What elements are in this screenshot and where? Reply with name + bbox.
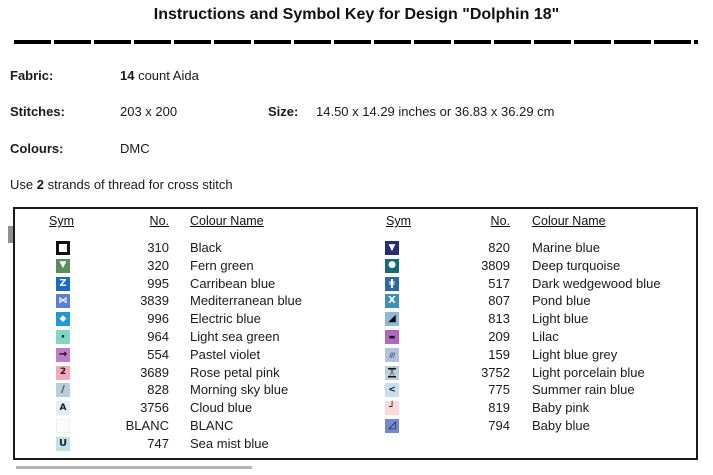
- symbol-swatch-3752: ╳: [385, 366, 399, 380]
- viewer-scroll-tab[interactable]: [8, 226, 13, 243]
- colour-name: Light porcelain blue: [532, 364, 645, 380]
- colour-number: 554: [147, 346, 169, 362]
- symbol-key-table: [13, 207, 698, 460]
- title-divider-line: [14, 40, 698, 44]
- symbol-swatch-820: ▼: [385, 241, 399, 255]
- colours-label: Colours:: [10, 141, 64, 156]
- colour-name: BLANC: [190, 418, 234, 433]
- colour-number: 3689: [140, 364, 169, 380]
- key-row-right-4: [15, 292, 696, 310]
- colour-name: Pond blue: [532, 293, 591, 309]
- colour-number: 209: [488, 329, 510, 344]
- strands-prefix: Use: [10, 177, 37, 192]
- colour-number: 775: [488, 382, 510, 398]
- colour-number: 828: [147, 382, 169, 398]
- symbol-swatch-3839: ⋈: [56, 294, 70, 308]
- colour-number: 3809: [481, 257, 510, 273]
- symbol-swatch-995: Z: [56, 277, 70, 291]
- colour-name: Marine blue: [532, 240, 600, 255]
- symbol-swatch-775: <: [385, 383, 399, 397]
- strands-count: 2: [36, 177, 44, 192]
- colour-name: Dark wedgewood blue: [532, 275, 661, 291]
- symbol-swatch-996: ◆: [56, 312, 70, 326]
- colour-name: Summer rain blue: [532, 382, 635, 398]
- colour-name: Lilac: [532, 329, 559, 344]
- colour-number: 995: [147, 275, 169, 291]
- strands-instruction: [10, 177, 233, 192]
- fabric-material: count Aida: [134, 68, 199, 83]
- symbol-swatch-813: ◢: [385, 312, 399, 326]
- colour-name: Baby blue: [532, 418, 590, 433]
- colour-number: 3839: [140, 293, 169, 309]
- colour-number: 3752: [481, 364, 510, 380]
- strands-rest: strands of thread for cross stitch: [43, 177, 233, 192]
- key-row-right-3: [15, 275, 696, 293]
- header-no-right: No.: [490, 214, 510, 228]
- colour-number: 964: [147, 329, 169, 344]
- page-title: Instructions and Symbol Key for Design "Dolphin 18": [153, 6, 560, 23]
- key-row-right-7: [15, 346, 696, 364]
- header-no-left: No.: [149, 214, 169, 228]
- symbol-swatch-159: ///: [385, 348, 399, 362]
- key-row-right-8: [15, 364, 696, 382]
- table-shadow: [16, 466, 252, 469]
- header-sym-left: Sym: [49, 214, 74, 228]
- colour-number: 320: [147, 257, 169, 273]
- key-row-right-10: [15, 399, 696, 417]
- colour-name: Black: [190, 240, 222, 255]
- symbol-swatch-964: ·: [56, 330, 70, 344]
- key-row-right-5: [15, 310, 696, 328]
- colour-number: 794: [488, 418, 510, 433]
- symbol-swatch-209: ▬: [385, 330, 399, 344]
- colour-name: Baby pink: [532, 400, 590, 416]
- symbol-swatch-517: ǂ: [385, 277, 399, 291]
- colour-name: Pastel violet: [190, 346, 261, 362]
- colour-name: Light sea green: [190, 329, 280, 344]
- key-row-right-1: [15, 239, 696, 257]
- symbol-swatch-747: U: [56, 437, 70, 451]
- stitches-value: 203 x 200: [120, 104, 178, 119]
- header-name-left: Colour Name: [190, 214, 264, 228]
- symbol-swatch-554: →: [56, 348, 70, 362]
- colour-name: Light blue grey: [532, 346, 618, 362]
- fabric-label: Fabric:: [10, 68, 54, 83]
- colour-name: Light blue: [532, 311, 589, 327]
- colour-name: Sea mist blue: [190, 435, 269, 451]
- colours-value: DMC: [120, 141, 150, 156]
- symbol-swatch-3689: 2: [56, 366, 70, 380]
- stitches-label: Stitches:: [10, 104, 65, 119]
- colour-number: 3756: [140, 400, 169, 416]
- key-row-right-11: [15, 417, 696, 435]
- symbol-swatch-320: ▼: [56, 259, 70, 273]
- colour-number: 813: [488, 311, 510, 327]
- key-row-right-6: [15, 328, 696, 346]
- colour-name: Mediterranean blue: [190, 293, 303, 309]
- colour-name: Electric blue: [190, 311, 261, 327]
- symbol-swatch-819: ┘: [385, 401, 399, 415]
- symbol-swatch-3756: A: [56, 401, 70, 415]
- key-row-left-12: [15, 435, 696, 453]
- colour-name: Fern green: [190, 257, 254, 273]
- size-value: 14.50 x 14.29 inches or 36.83 x 36.29 cm: [316, 104, 555, 119]
- symbol-swatch-828: /: [56, 383, 70, 397]
- size-label: Size:: [268, 104, 299, 119]
- colour-name: Morning sky blue: [190, 382, 289, 398]
- fabric-value: [120, 68, 199, 83]
- colour-number: BLANC: [125, 418, 169, 433]
- colour-number: 819: [488, 400, 510, 416]
- colour-name: Carribean blue: [190, 275, 276, 291]
- colour-number: 996: [147, 311, 169, 327]
- symbol-swatch-3809: ●: [385, 259, 399, 273]
- colour-number: 310: [147, 240, 169, 255]
- key-row-right-9: [15, 381, 696, 399]
- symbol-swatch-807: X: [385, 294, 399, 308]
- colour-number: 517: [488, 275, 510, 291]
- colour-name: Rose petal pink: [190, 364, 280, 380]
- header-sym-right: Sym: [386, 214, 411, 228]
- colour-name: Deep turquoise: [532, 257, 621, 273]
- colour-number: 807: [488, 293, 510, 309]
- colour-number: 820: [488, 240, 510, 255]
- symbol-swatch-794: ◿: [385, 419, 399, 433]
- colour-name: Cloud blue: [190, 400, 253, 416]
- colour-number: 159: [488, 346, 510, 362]
- fabric-count: 14: [120, 68, 135, 83]
- colour-number: 747: [147, 435, 169, 451]
- key-row-right-2: [15, 257, 696, 275]
- header-name-right: Colour Name: [532, 214, 606, 228]
